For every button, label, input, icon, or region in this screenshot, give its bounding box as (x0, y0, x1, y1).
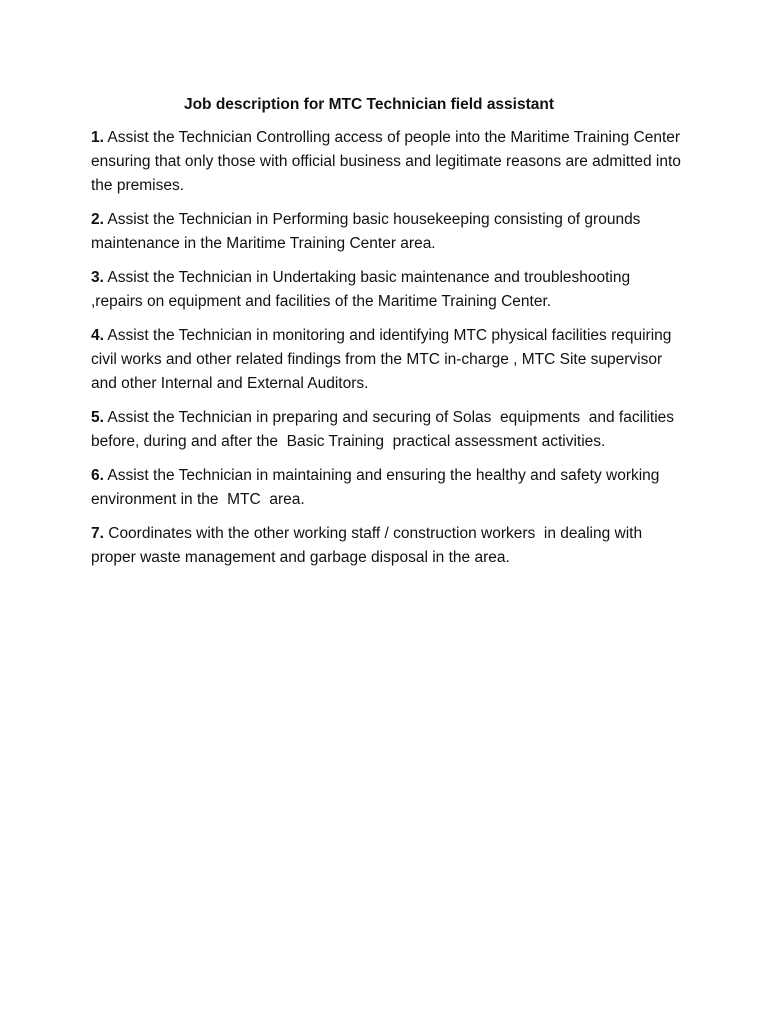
item-text: Assist the Technician in preparing and securing of Solas equipments and facilities before, during and after the Basic Training practical assessment activities. (91, 409, 679, 450)
item-number: 2. (91, 211, 104, 228)
item-number: 6. (91, 467, 104, 484)
list-item (91, 266, 691, 314)
item-number: 1. (91, 129, 104, 146)
item-number: 4. (91, 327, 104, 344)
item-text: Assist the Technician in Undertaking basic maintenance and troubleshooting ,repairs on equipment and facilities of the Maritime Training Center. (91, 269, 656, 310)
list-item (91, 208, 691, 256)
list-item (91, 126, 691, 198)
item-number: 3. (91, 269, 104, 286)
duties-list (91, 126, 691, 580)
item-text: Coordinates with the other working staff / construction workers in dealing with proper waste management and garbage disposal in the area. (91, 525, 647, 566)
item-text: Assist the Technician in Performing basic housekeeping consisting of grounds maintenance in the Maritime Training Center area. (91, 211, 645, 252)
item-text: Assist the Technician in monitoring and identifying MTC physical facilities requiring civil works and other related findings from the MTC in-charge , MTC Site supervisor and other Internal and External Auditors. (91, 327, 676, 392)
item-number: 7. (91, 525, 104, 542)
list-item (91, 522, 691, 570)
list-item (91, 464, 691, 512)
list-item (91, 406, 691, 454)
document-title: Job description for MTC Technician field assistant (183, 96, 555, 113)
item-text: Assist the Technician in maintaining and ensuring the healthy and safety working environment in the MTC area. (91, 467, 664, 508)
list-item (91, 324, 691, 396)
item-text: Assist the Technician Controlling access of people into the Maritime Training Center ensuring that only those with official business and legitimate reasons are admitted into the premises. (91, 129, 686, 194)
item-number: 5. (91, 409, 104, 426)
